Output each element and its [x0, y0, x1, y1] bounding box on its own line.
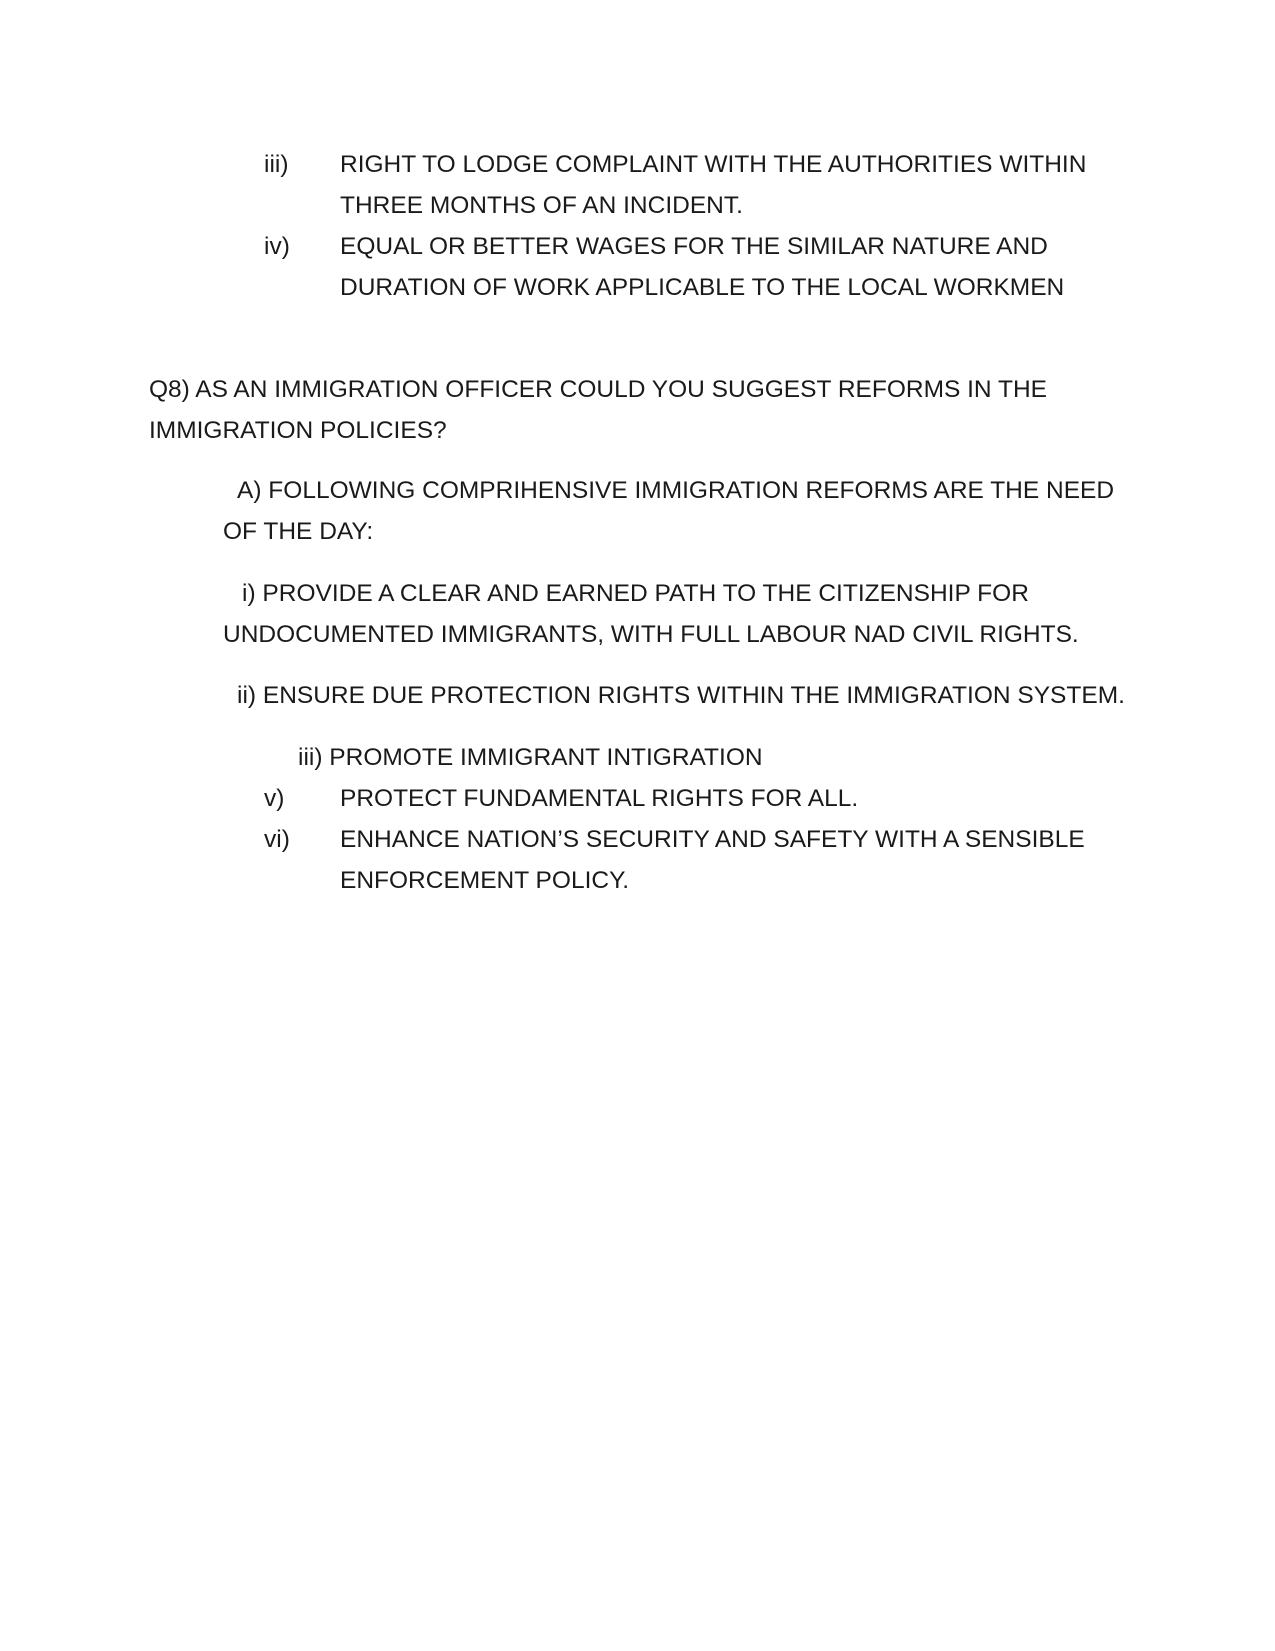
list-item-text: ENHANCE NATION’S SECURITY AND SAFETY WITH A SENSIBLE [340, 826, 1085, 853]
question-text: IMMIGRATION POLICIES? [149, 417, 447, 444]
list-item-text: THREE MONTHS OF AN INCIDENT. [340, 192, 743, 219]
list-item-text: EQUAL OR BETTER WAGES FOR THE SIMILAR NATURE AND [340, 233, 1048, 260]
list-item-text: DURATION OF WORK APPLICABLE TO THE LOCAL WORKMEN [340, 274, 1065, 301]
answer-text: i) PROVIDE A CLEAR AND EARNED PATH TO THE CITIZENSHIP FOR [242, 580, 1029, 607]
answer-text: A) FOLLOWING COMPRIHENSIVE IMMIGRATION REFORMS ARE THE NEED [237, 477, 1115, 504]
list-number: iv) [264, 233, 290, 260]
question-text: Q8) AS AN IMMIGRATION OFFICER COULD YOU SUGGEST REFORMS IN THE [149, 376, 1047, 403]
answer-text: UNDOCUMENTED IMMIGRANTS, WITH FULL LABOUR NAD CIVIL RIGHTS. [223, 621, 1079, 648]
list-item-text: PROTECT FUNDAMENTAL RIGHTS FOR ALL. [340, 785, 859, 812]
list-number: v) [264, 785, 285, 812]
list-item-text: RIGHT TO LODGE COMPLAINT WITH THE AUTHORITIES WITHIN [340, 151, 1087, 178]
list-number: iii) [264, 151, 289, 178]
list-number: vi) [264, 826, 290, 853]
answer-text: OF THE DAY: [223, 518, 374, 545]
answer-point-iii: iii) PROMOTE IMMIGRANT INTIGRATION [298, 744, 763, 771]
answer-point-ii: ii) ENSURE DUE PROTECTION RIGHTS WITHIN THE IMMIGRATION SYSTEM. [237, 682, 1125, 709]
list-item-text: ENFORCEMENT POLICY. [340, 867, 630, 894]
